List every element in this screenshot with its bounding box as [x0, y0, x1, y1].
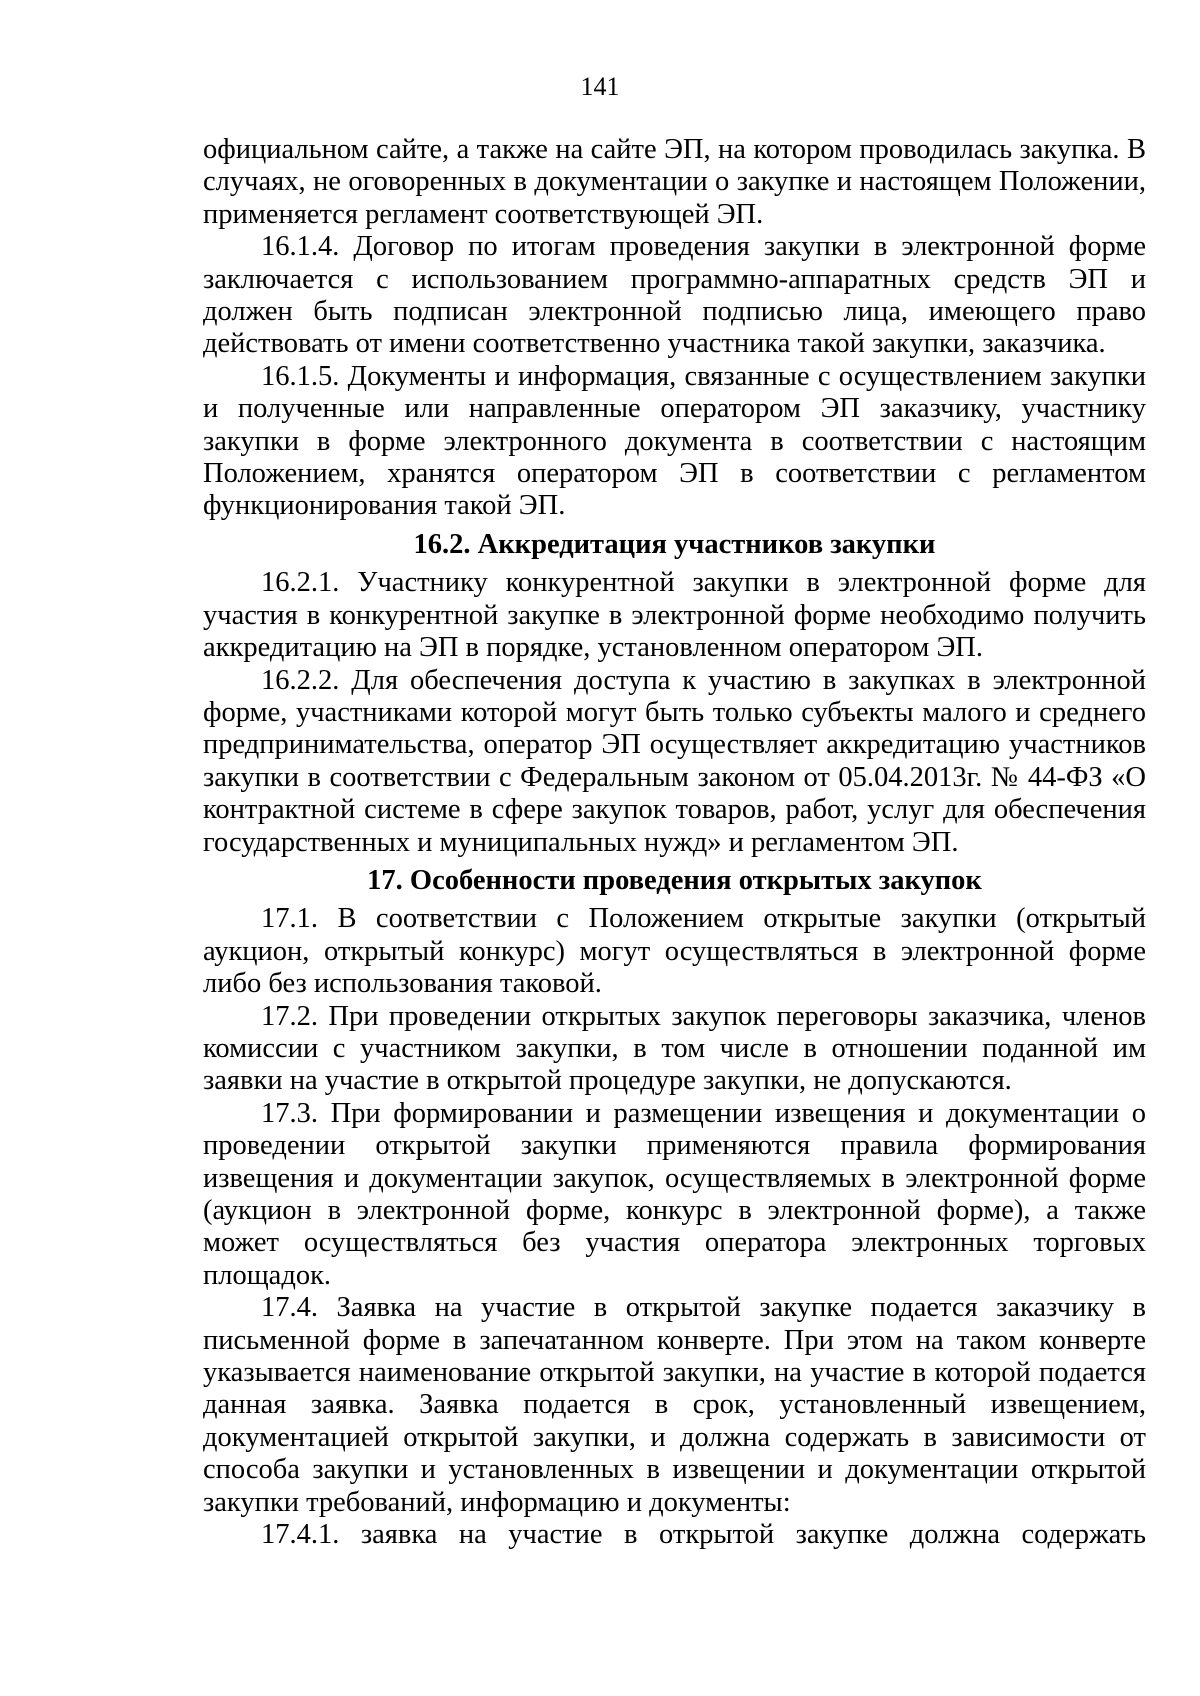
section-heading-16-2: 16.2. Аккредитация участников закупки	[413, 528, 936, 560]
paragraph-16-2-2: 16.2.2. Для обеспечения доступа к участию в закупках в электронной форме, участниками которой могут быть только субъекты малого и среднего предпринимательства, оператор ЭП осуществляет аккредитацию участников закупки в соответствии с Федеральным законом от 05.04.2013г. № 44-ФЗ «О контрактной системе в сфере закупок товаров, работ, услуг для обеспечения государственных и муниципальных нужд» и регламентом ЭП.	[203, 664, 1146, 858]
paragraph-17-4-1: 17.4.1. заявка на участие в открытой закупке должна содержать	[261, 1519, 1146, 1551]
paragraph-16-1-4: 16.1.4. Договор по итогам проведения закупки в электронной форме заключается с использованием программно-аппаратных средств ЭП и должен быть подписан электронной подписью лица, имеющего право действовать от имени соответственно участника такой закупки, заказчика.	[203, 231, 1146, 360]
section-heading-17: 17. Особенности проведения открытых закупок	[367, 864, 982, 896]
page-number: 141	[580, 72, 620, 101]
paragraph-17-1: 17.1. В соответствии с Положением открытые закупки (открытый аукцион, открытый конкурс) могут осуществляться в электронной форме либо без использования таковой.	[203, 903, 1146, 1000]
paragraph: официальном сайте, а также на сайте ЭП, на котором проводилась закупка. В случаях, не оговоренных в документации о закупке и настоящем Положении, применяется регламент соответствующей ЭП.	[203, 134, 1146, 230]
paragraph-16-1-5: 16.1.5. Документы и информация, связанные с осуществлением закупки и полученные или направленные оператором ЭП заказчику, участнику закупки в форме электронного документа в соответствии с настоящим Положением, хранятся оператором ЭП в соответствии с регламентом функционирования такой ЭП.	[203, 360, 1146, 522]
document-body	[203, 134, 1146, 1551]
paragraph-16-2-1: 16.2.1. Участнику конкурентной закупки в электронной форме для участия в конкурентной закупке в электронной форме необходимо получить аккредитацию на ЭП в порядке, установленном оператором ЭП.	[203, 567, 1146, 664]
paragraph-17-4: 17.4. Заявка на участие в открытой закупке подается заказчику в письменной форме в запечатанном конверте. При этом на таком конверте указывается наименование открытой закупки, на участие в которой подается данная заявка. Заявка подается в срок, установленный извещением, документацией открытой закупки, и должна содержать в зависимости от способа закупки и установленных в извещении и документации открытой закупки требований, информацию и документы:	[203, 1292, 1146, 1518]
paragraph-17-3: 17.3. При формировании и размещении извещения и документации о проведении открытой закупки применяются правила формирования извещения и документации закупок, осуществляемых в электронной форме (аукцион в электронной форме, конкурс в электронной форме), а также может осуществляться без участия оператора электронных торговых площадок.	[203, 1097, 1146, 1291]
paragraph-17-2: 17.2. При проведении открытых закупок переговоры заказчика, членов комиссии с участником закупки, в том числе в отношении поданной им заявки на участие в открытой процедуре закупки, не допускаются.	[203, 1000, 1146, 1097]
